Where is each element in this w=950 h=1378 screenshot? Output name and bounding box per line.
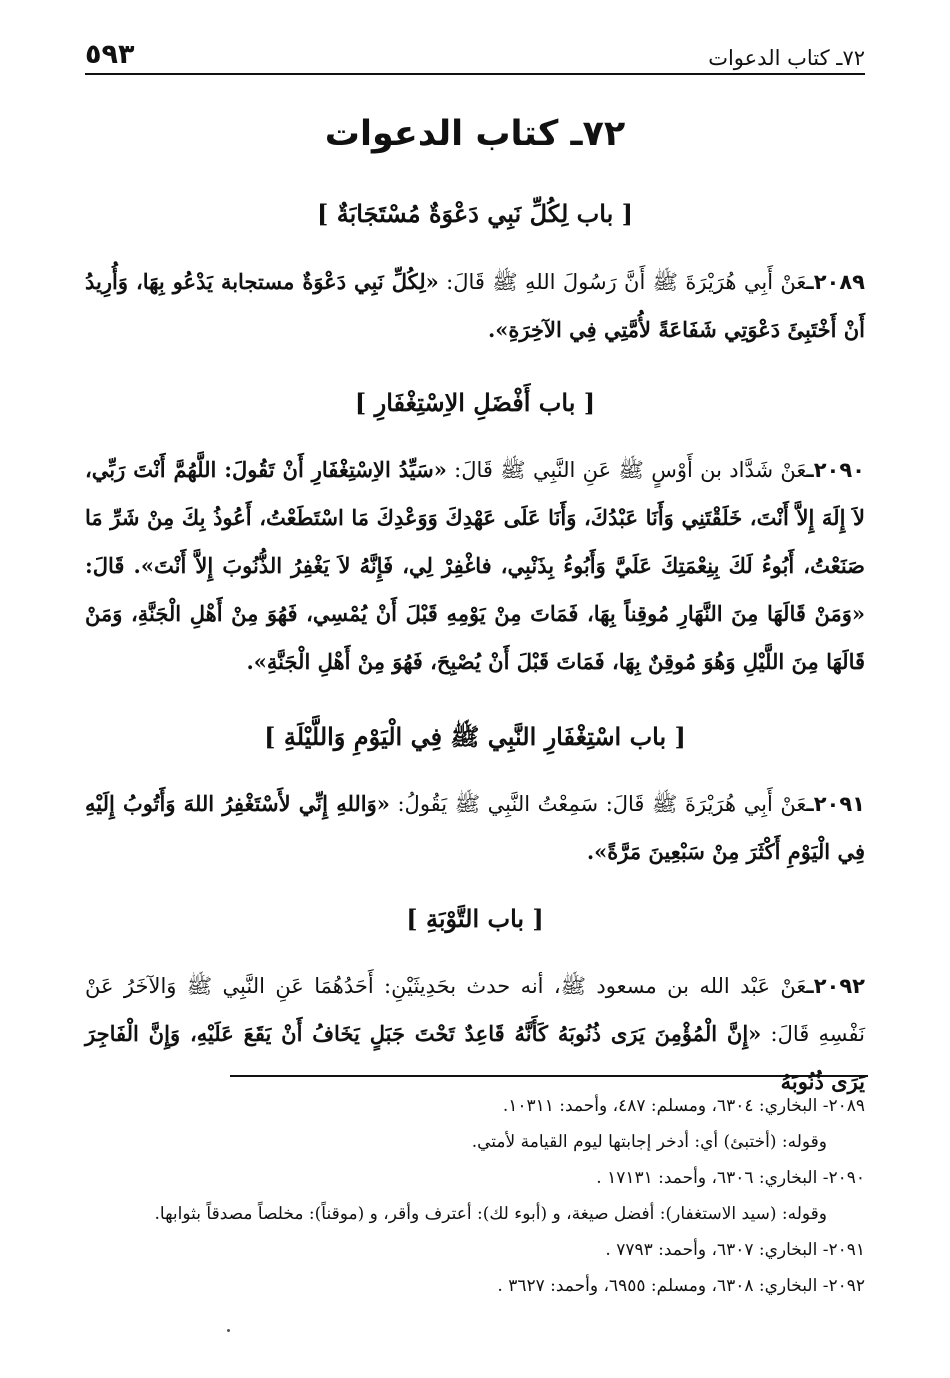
running-title: ٧٢ـ كتاب الدعوات bbox=[708, 46, 865, 70]
hadith-2089 bbox=[85, 258, 865, 354]
bab-heading-2089: [ باب لِكُلِّ نَبِي دَعْوَةٌ مُسْتَجَابَةٌ ] bbox=[317, 199, 633, 228]
bab-heading-2092: [ باب التَّوْبَةِ ] bbox=[406, 904, 544, 933]
bab-heading-2091: [ باب اسْتِغْفَارِ النَّبِي ﷺ فِي الْيَوْمِ وَاللَّيْلَةِ ] bbox=[264, 722, 686, 751]
hadith-isnad: عَنْ أَبِي هُرَيْرَةَ ﷺ أَنَّ رَسُولَ اللهِ ﷺ قَالَ: bbox=[438, 270, 807, 294]
footnote-2089: ٢٠٨٩- البخاري: ٦٣٠٤، ومسلم: ٤٨٧، وأحمد: ١٠٣١١. bbox=[502, 1096, 865, 1116]
header-rule bbox=[85, 73, 865, 75]
hadith-matn: «سَيِّدُ الاِسْتِغْفَارِ أَنْ تَقُولَ: اللَّهُمَّ أَنْتَ رَبِّي، لاَ إِلَهَ إِلاَّ أَنْتَ، خَلَقْتَنِي وَأَنَا عَبْدُكَ، وَأَنَا عَلَى عَهْدِكَ وَوَعْدِكَ مَا اسْتَطَعْتُ، أَعُوذُ بِكَ مِنْ شَرِّ مَا صَنَعْتُ، أَبُوءُ لَكَ بِنِعْمَتِكَ عَلَيَّ وَأَبُوءُ بِذَنْبِي، فاغْفِرْ لِي، فَإِنَّهُ لاَ يَغْفِرُ الذُّنُوبَ إِلاَّ أَنْتَ». قَالَ: «وَمَنْ قَالَهَا مِنَ النَّهَارِ مُوقِناً بِهَا، فَمَاتَ مِنْ يَوْمِهِ قَبْلَ أَنْ يُمْسِي، فَهُوَ مِنْ أَهْلِ الْجَنَّةِ، وَمَنْ قَالَهَا مِنَ اللَّيْلِ وَهُوَ مُوقِنٌ بِهَا، فَمَاتَ قَبْلَ أَنْ يُصْبِحَ، فَهُوَ مِنْ أَهْلِ الْجَنَّةِ». bbox=[85, 457, 865, 674]
hadith-2091 bbox=[85, 780, 865, 876]
hadith-isnad: عَنْ شَدَّاد بن أَوْسٍ ﷺ عَنِ النَّبِي ﷺ قَالَ: bbox=[446, 458, 807, 482]
footnote-2089-note: وقوله: (أختبئ) أي: أدخر إجابتها ليوم القيامة لأمتي. bbox=[471, 1132, 827, 1152]
hadith-2090 bbox=[85, 446, 865, 686]
page-number: ٥٩٣ bbox=[85, 39, 135, 70]
bab-heading-2090: [ باب أَفْضَلِ الاِسْتِغْفَارِ ] bbox=[354, 388, 596, 417]
hadith-2092 bbox=[85, 962, 865, 1106]
hadith-matn: «لِكُلِّ نَبِي دَعْوَةٌ مستجابة يَدْعُو بِهَا، وَأُرِيدُ أَنْ أَخْتَبِئَ دَعْوَتِي شَفَاعَةً لأُمَّتِي فِي الآخِرَةِ». bbox=[85, 269, 865, 342]
hadith-number: ٢٠٩٠ـ bbox=[806, 458, 865, 482]
hadith-matn: «إِنَّ الْمُؤْمِنَ يَرَى ذُنُوبَهُ كَأَنَّهُ قَاعِدٌ تَحْتَ جَبَلٍ يَخَافُ أَنْ يَقَعَ عَلَيْهِ، وَإِنَّ الْفَاجِرَ يَرَى ذُنُوبَهُ bbox=[85, 1021, 865, 1094]
footnote-2090: ٢٠٩٠- البخاري: ٦٣٠٦، وأحمد: ١٧١٣١ . bbox=[596, 1168, 865, 1188]
page-speck bbox=[227, 1329, 230, 1332]
footnote-rule bbox=[230, 1075, 868, 1077]
hadith-isnad: عَنْ عَبْد الله بن مسعود ﷺ، أنه حدث بحَدِيثَيْنِ: أَحَدُهُمَا عَنِ النَّبِي ﷺ وَالآخَرُ عَنْ نَفْسِهِ قَالَ: bbox=[85, 974, 865, 1046]
footnote-2090-note: وقوله: (سيد الاستغفار): أفضل صيغة، و (أبوء لك): أعترف وأقر، و (موقناً): مخلصاً مصدقاً بثوابها. bbox=[154, 1204, 827, 1224]
hadith-number: ٢٠٩٢ـ bbox=[806, 974, 865, 998]
hadith-matn: «وَاللهِ إِنِّي لأَسْتَغْفِرُ اللهَ وَأَتُوبُ إِلَيْهِ فِي الْيَوْمِ أَكْثَرَ مِنْ سَبْعِينَ مَرَّةً». bbox=[85, 791, 865, 864]
hadith-number: ٢٠٩١ـ bbox=[806, 792, 865, 816]
footnote-2092: ٢٠٩٢- البخاري: ٦٣٠٨، ومسلم: ٦٩٥٥، وأحمد: ٣٦٢٧ . bbox=[497, 1276, 865, 1296]
chapter-title: ٧٢ـ كتاب الدعوات bbox=[324, 114, 626, 154]
hadith-number: ٢٠٨٩ـ bbox=[806, 270, 865, 294]
hadith-isnad: عَنْ أَبِي هُرَيْرَةَ ﷺ قَالَ: سَمِعْتُ النَّبِي ﷺ يَقُولُ: bbox=[389, 792, 807, 816]
running-head bbox=[85, 34, 865, 70]
footnote-2091: ٢٠٩١- البخاري: ٦٣٠٧، وأحمد: ٧٧٩٣ . bbox=[605, 1240, 865, 1260]
footnotes bbox=[85, 1088, 865, 1304]
